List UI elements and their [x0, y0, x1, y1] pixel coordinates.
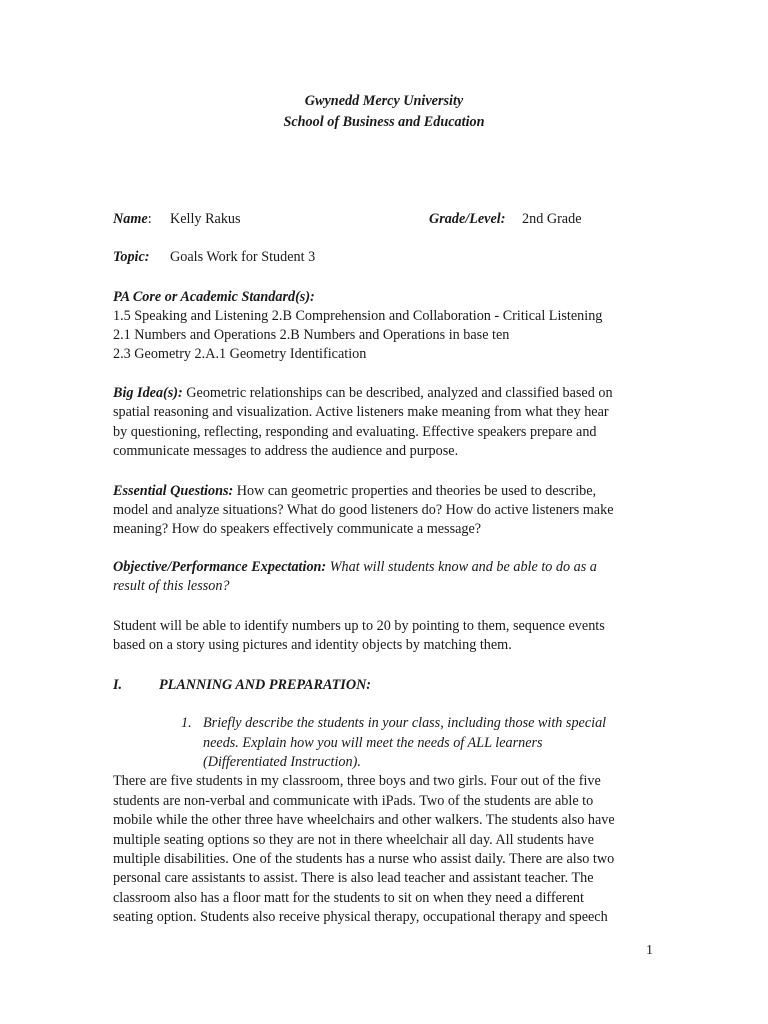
big-ideas-text: Geometric relationships can be described, analyzed and classified based on — [182, 385, 613, 401]
objective-body: based on a story using pictures and identity objects by matching them. — [113, 637, 512, 653]
section-title: PLANNING AND PREPARATION: — [159, 677, 372, 693]
objective-line — [113, 558, 597, 578]
grade-value: 2nd Grade — [522, 211, 582, 227]
item-text: needs. Explain how you will meet the needs of ALL learners — [203, 735, 543, 751]
section-numeral: I. — [113, 677, 123, 693]
big-ideas-line: spatial reasoning and visualization. Active listeners make meaning from what they hear — [113, 404, 609, 420]
objective-prompt: result of this lesson? — [113, 578, 230, 594]
essential-questions-line: meaning? How do speakers effectively communicate a message? — [113, 521, 482, 537]
objective-prompt: What will students know and be able to do as a — [326, 559, 597, 575]
grade-label: Grade/Level: — [429, 211, 506, 227]
standard-line: 1.5 Speaking and Listening 2.B Comprehension and Collaboration - Critical Listening — [113, 308, 603, 324]
name-value: Kelly Rakus — [170, 211, 241, 227]
topic-value: Goals Work for Student 3 — [170, 249, 316, 265]
page-number: 1 — [646, 943, 653, 958]
item-text: Briefly describe the students in your class, including those with special — [203, 715, 607, 731]
essential-questions-text: How can geometric properties and theories be used to describe, — [233, 483, 597, 499]
big-ideas-line — [113, 384, 613, 404]
section-body: seating option. Students also receive physical therapy, occupational therapy and speech — [113, 909, 608, 925]
big-ideas-line: by questioning, reflecting, responding and evaluating. Effective speakers prepare and — [113, 424, 597, 440]
university-name: Gwynedd Mercy University — [304, 93, 464, 109]
objective-body: Student will be able to identify numbers up to 20 by pointing to them, sequence events — [113, 618, 605, 634]
standard-line: 2.1 Numbers and Operations 2.B Numbers and Operations in base ten — [113, 327, 510, 343]
section-body: There are five students in my classroom, three boys and two girls. Four out of the five — [113, 773, 601, 789]
section-body: mobile while the other three have wheelchairs and other walkers. The students also have — [113, 812, 615, 828]
section-body: multiple seating options so they are not in there wheelchair all day. All students have — [113, 832, 594, 848]
objective-label: Objective/Performance Expectation: — [113, 559, 327, 575]
name-row — [113, 210, 152, 230]
essential-questions-line: model and analyze situations? What do good listeners do? How do active listeners make — [113, 502, 614, 518]
essential-questions-line — [113, 482, 596, 502]
section-body: multiple disabilities. One of the students has a nurse who assist daily. There are also two — [113, 851, 615, 867]
big-ideas-label: Big Idea(s): — [113, 385, 183, 401]
essential-questions-label: Essential Questions: — [113, 483, 234, 499]
topic-label: Topic: — [113, 249, 150, 265]
section-body: personal care assistants to assist. There is also lead teacher and assistant teacher. The — [113, 870, 594, 886]
school-name: School of Business and Education — [283, 114, 485, 130]
section-body: classroom also has a floor matt for the students to sit on when they need a different — [113, 890, 584, 906]
section-body: students are non-verbal and communicate with iPads. Two of the students are able to — [113, 793, 594, 809]
standards-heading: PA Core or Academic Standard(s): — [113, 289, 315, 305]
item-text: (Differentiated Instruction). — [203, 754, 361, 770]
standard-line: 2.3 Geometry 2.A.1 Geometry Identification — [113, 346, 367, 362]
name-label: Name — [113, 211, 148, 227]
item-number: 1. — [181, 715, 192, 731]
big-ideas-line: communicate messages to address the audience and purpose. — [113, 443, 459, 459]
name-colon: : — [147, 211, 152, 227]
